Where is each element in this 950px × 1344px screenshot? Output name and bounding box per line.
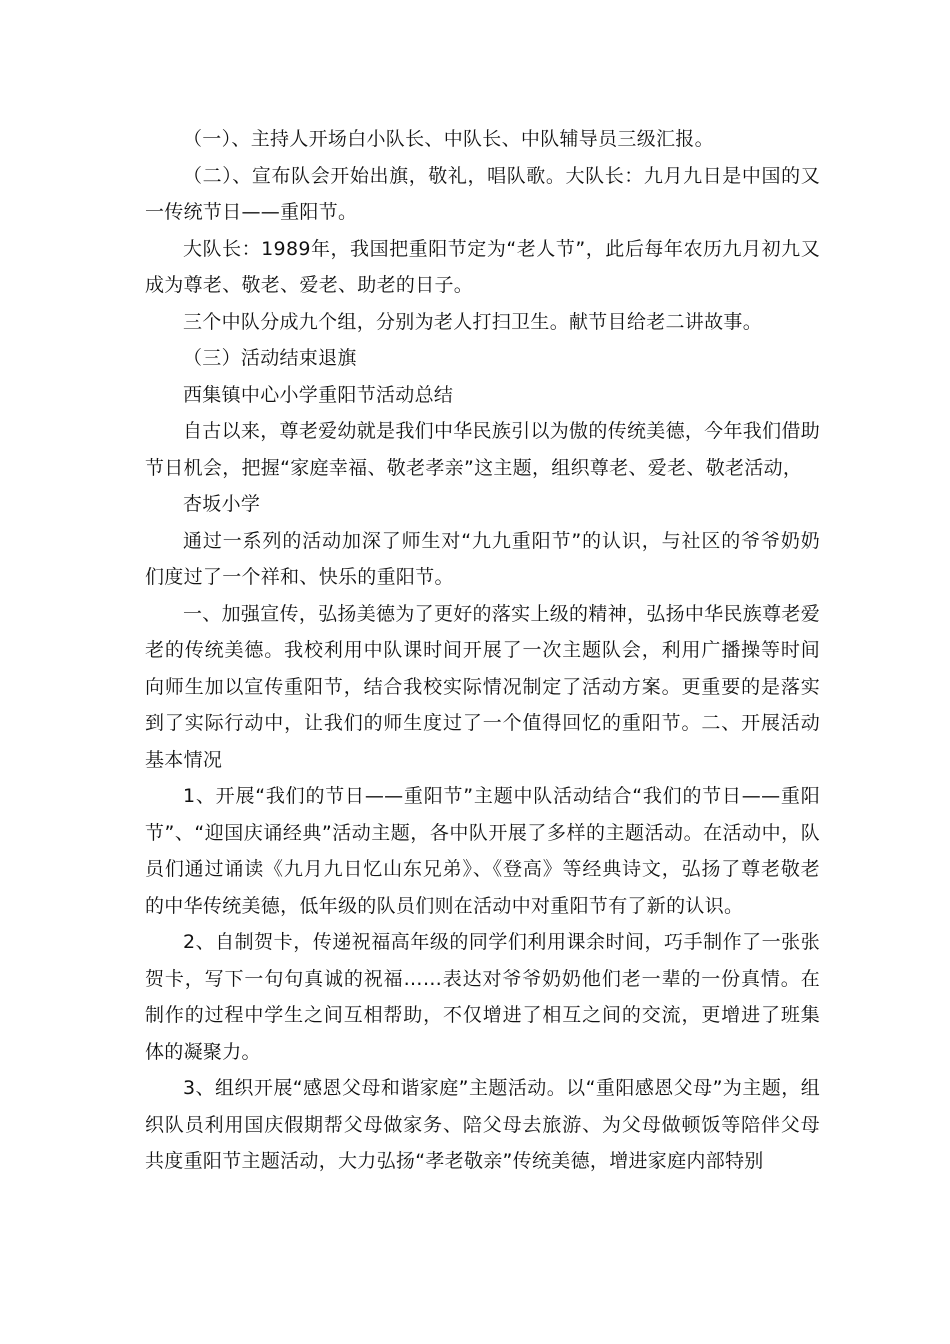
paragraph: （一）、主持人开场白小队长、中队长、中队辅导员三级汇报。: [183, 128, 714, 150]
paragraph: （三）活动结束退旗: [183, 347, 357, 369]
paragraph: 杏坂小学: [183, 493, 261, 515]
paragraph: 自古以来，尊老爱幼就是我们中华民族引以为傲的传统美德，今年我们借助节日机会，把握“家庭幸福、敬老孝亲”这主题，组织尊老、爱老、敬老活动，: [145, 420, 820, 479]
paragraph: （二）、宣布队会开始出旗，敬礼，唱队歌。大队长：九月九日是中国的又一传统节日——重阳节。: [145, 164, 820, 223]
paragraph: 通过一系列的活动加深了师生对“九九重阳节”的认识，与社区的爷爷奶奶们度过了一个祥和、快乐的重阳节。: [145, 529, 820, 588]
document-body: [145, 121, 820, 1180]
paragraph: 3、组织开展“感恩父母和谐家庭”主题活动。以“重阳感恩父母”为主题，组织队员利用国庆假期帮父母做家务、陪父母去旅游、为父母做顿饭等陪伴父母共度重阳节主题活动，大力弘扬“孝老敬亲”传统美德，增进家庭内部特别: [145, 1077, 820, 1172]
paragraph: 大队长：1989年，我国把重阳节定为“老人节”，此后每年农历九月初九又成为尊老、敬老、爱老、助老的日子。: [145, 237, 820, 296]
paragraph: 1、开展“我们的节日——重阳节”主题中队活动结合“我们的节日——重阳节”、“迎国庆诵经典”活动主题，各中队开展了多样的主题活动。在活动中，队员们通过诵读《九月九日忆山东兄弟》、《登高》等经典诗文，弘扬了尊老敬老的中华传统美德，低年级的队员们则在活动中对重阳节有了新的认识。: [145, 785, 820, 917]
paragraph: 一、加强宣传，弘扬美德为了更好的落实上级的精神，弘扬中华民族尊老爱老的传统美德。我校利用中队课时间开展了一次主题队会，利用广播操等时间向师生加以宣传重阳节，结合我校实际情况制定了活动方案。更重要的是落实到了实际行动中，让我们的师生度过了一个值得回忆的重阳节。二、开展活动基本情况: [145, 602, 820, 771]
paragraph: 三个中队分成九个组，分别为老人打扫卫生。献节目给老二讲故事。: [183, 310, 763, 333]
paragraph: 西集镇中心小学重阳节活动总结: [183, 383, 454, 406]
paragraph: 2、自制贺卡，传递祝福高年级的同学们利用课余时间，巧手制作了一张张贺卡，写下一句句真诚的祝福……表达对爷爷奶奶他们老一辈的一份真情。在制作的过程中学生之间互相帮助，不仅增进了相互之间的交流，更增进了班集体的凝聚力。: [145, 931, 820, 1063]
